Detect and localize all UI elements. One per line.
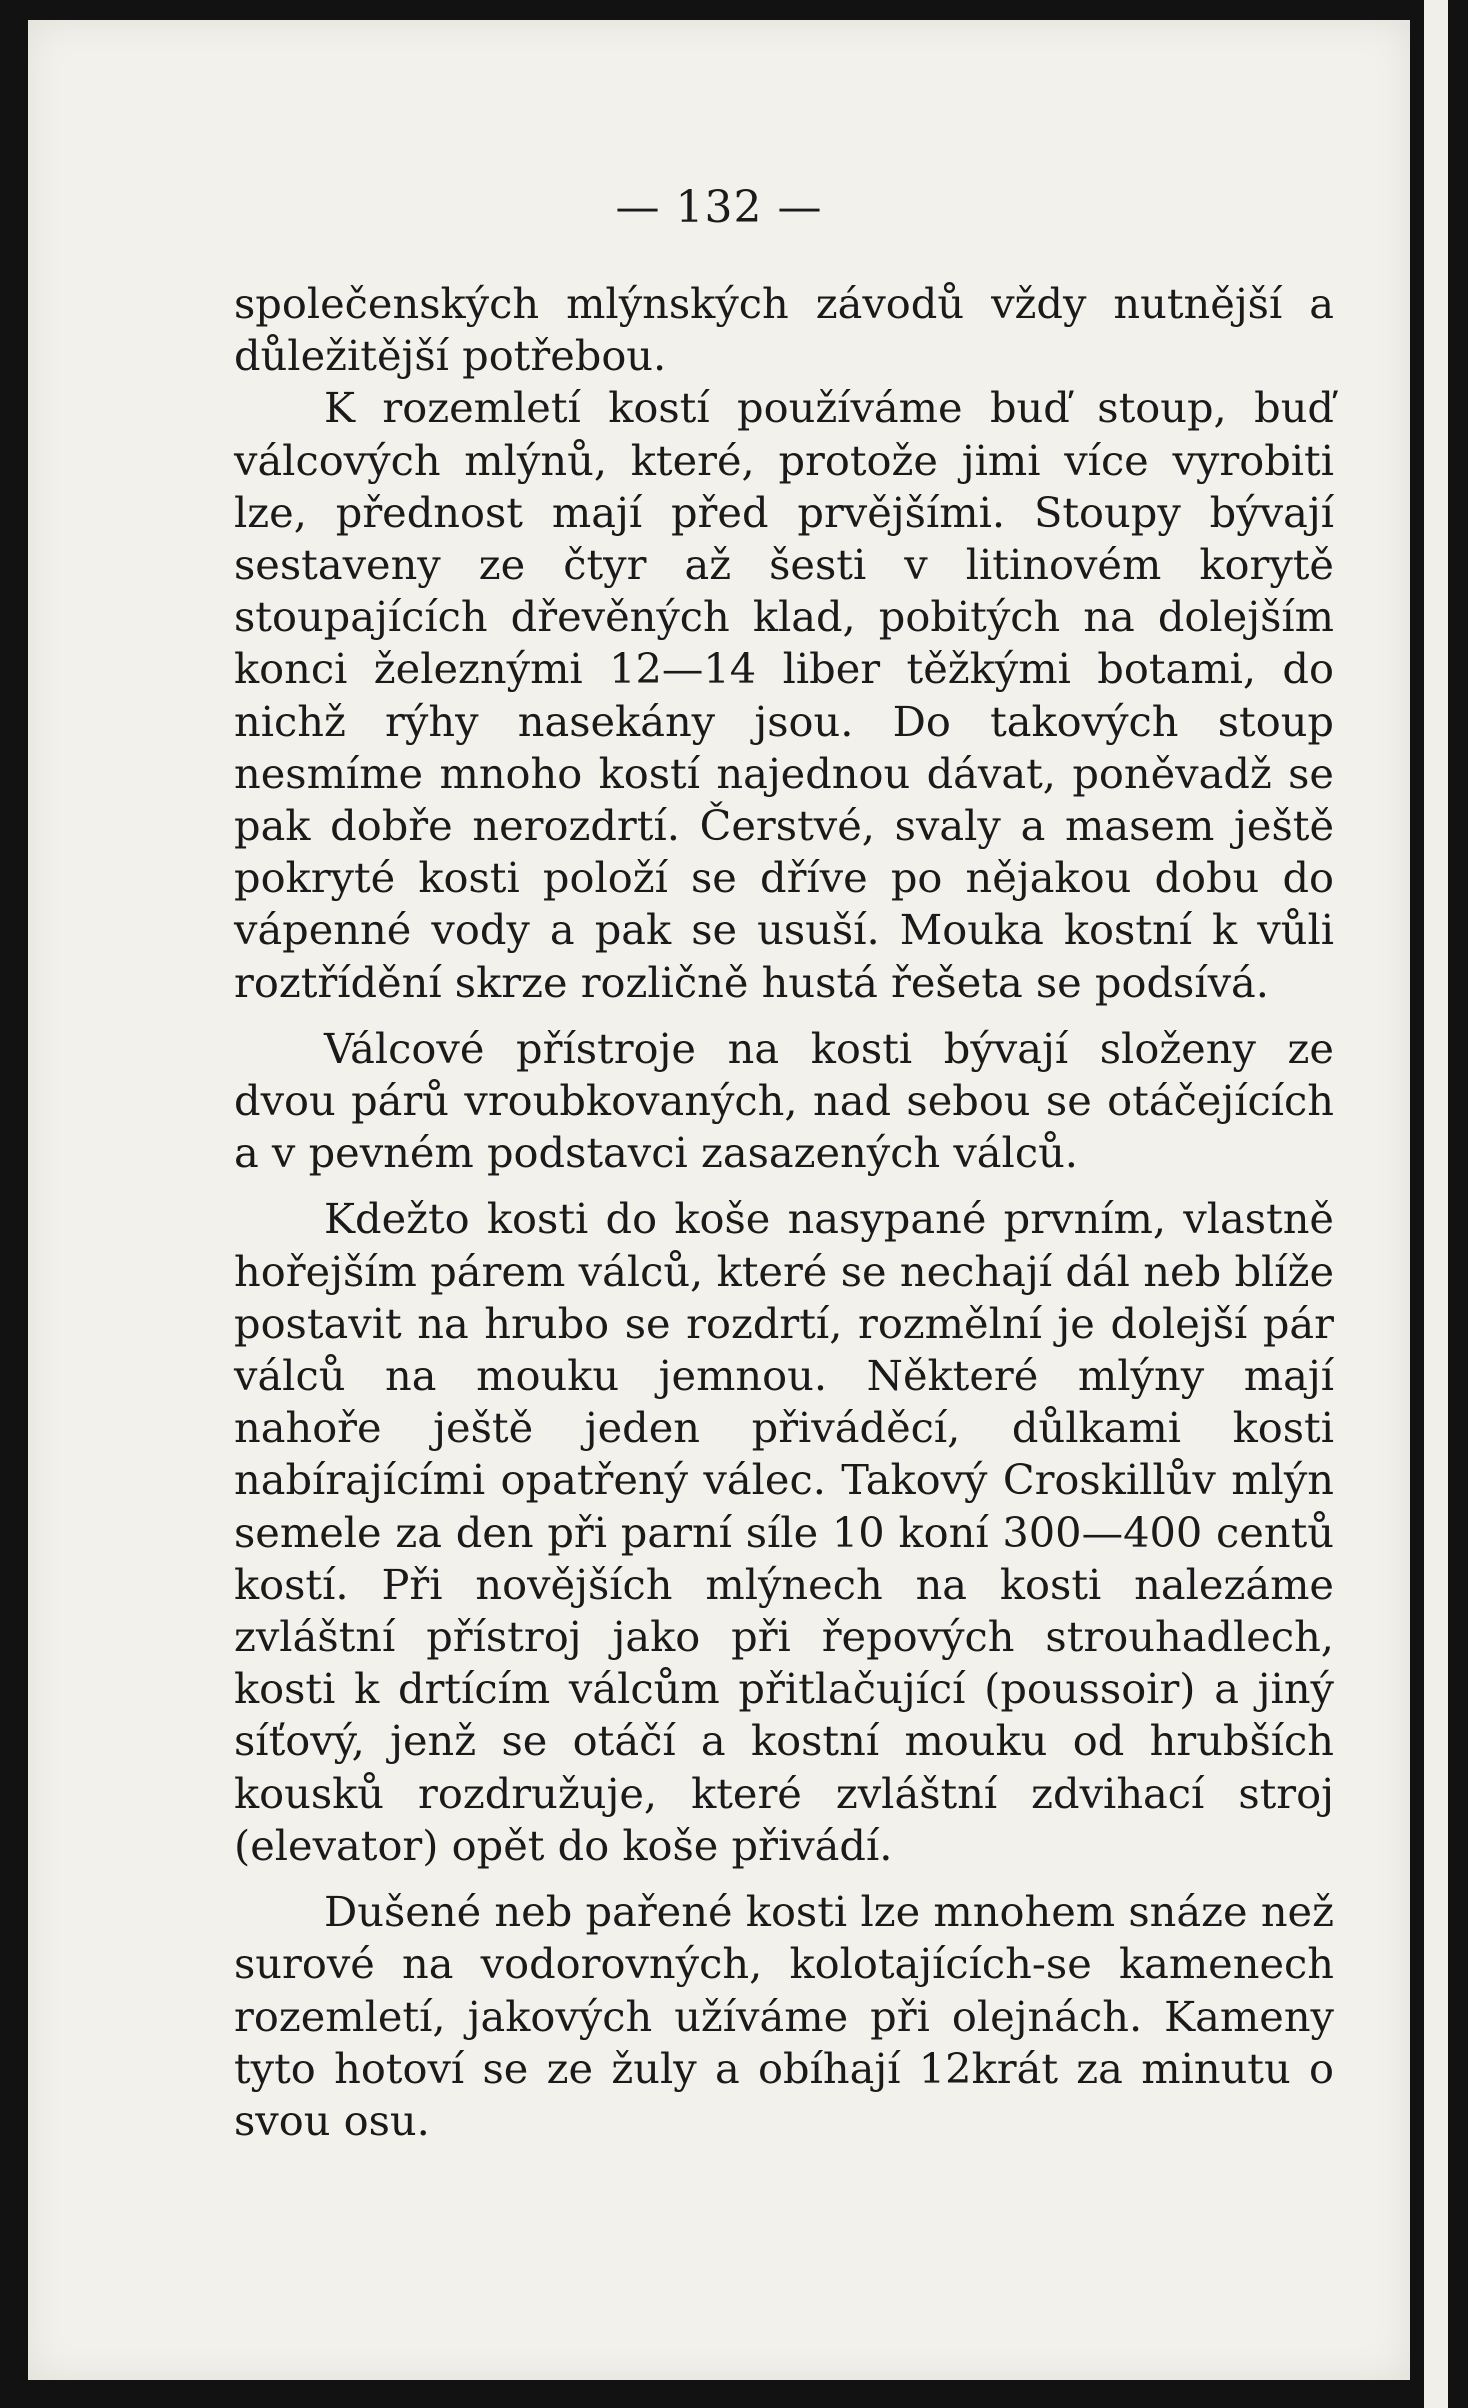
book-page <box>28 20 1410 2380</box>
page-number: — 132 — <box>615 182 823 233</box>
paragraph: K rozemletí kostí používáme buď stoup, buď válcových mlýnů, které, protože jimi více vyrobiti lze, přednost mají před prvějšími. Stoupy bývají sestaveny ze čtyr až šesti v litinovém korytě stoupajících dřevěných klad, pobitých na dolejším konci železnými 12—14 liber těžkými botami, do nichž rýhy nasekány jsou. Do takových stoup nesmíme mnoho kostí najednou dávat, poněvadž se pak dobře nerozdrtí. Čerstvé, svaly a masem ještě pokryté kosti položí se dříve po nějakou dobu do vápenné vody a pak se usuší. Mouka kostní k vůli roztřídění skrze rozličně hustá řešeta se podsívá. <box>234 383 1334 1007</box>
paragraph: Kdežto kosti do koše nasypané prvním, vlastně hořejším párem válců, které se nechají dál neb blíže postavit na hrubo se rozdrtí, rozmělní je dolejší pár válců na mouku jemnou. Některé mlýny mají nahoře ještě jeden přiváděcí, důlkami kosti nabírajícími opatřený válec. Takový Croskillův mlýn semele za den při parní síle 10 koní 300—400 centů kostí. Při novějších mlýnech na kosti nalezáme zvláštní přístroj jako při řepových strouhadlech, kosti k drtícím válcům přitlačující (poussoir) a jiný síťový, jenž se otáčí a kostní mouku od hrubších kousků rozdružuje, které zvláštní zdvihací stroj (elevator) opět do koše přivádí. <box>234 1194 1334 1870</box>
body-text <box>234 278 1334 2147</box>
adjacent-page-edge <box>1424 0 1448 2408</box>
paragraph: Dušené neb pařené kosti lze mnohem snáze než surové na vodorovných, kolotajících-se kamenech rozemletí, jakových užíváme při olejnách. Kameny tyto hotoví se ze žuly a obíhají 12krát za minutu o svou osu. <box>234 1887 1334 2145</box>
paragraph: společenských mlýnských závodů vždy nutnější a důležitější potřebou. <box>234 279 1334 381</box>
paragraph: Válcové přístroje na kosti bývají složeny ze dvou párů vroubkovaných, nad sebou se otáčejících a v pevném podstavci zasazených válců. <box>234 1023 1334 1178</box>
